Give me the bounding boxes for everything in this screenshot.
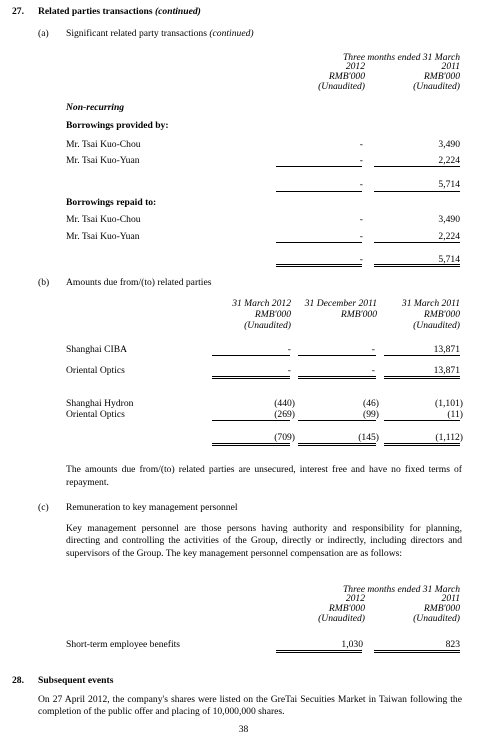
rule bbox=[374, 266, 460, 267]
value-mar-2011: (11) bbox=[447, 409, 463, 420]
value-mar-2011: 13,871 bbox=[433, 344, 460, 355]
row-label: Shanghai Hydron bbox=[66, 398, 134, 409]
column-header-mar-2011 bbox=[402, 298, 460, 331]
column-unit: RMB'000 bbox=[328, 71, 365, 82]
section28-paragraph: On 27 April 2012, the company's shares were listed on the GreTai Secuities Market in Taiwan following the completion of the public offer and placing of 10,000,000 shares. bbox=[38, 694, 462, 718]
section-heading bbox=[38, 6, 201, 17]
rule bbox=[212, 355, 290, 356]
rule bbox=[384, 445, 460, 446]
rule bbox=[276, 166, 362, 167]
part-b-note: The amounts due from/(to) related parties are unsecured, interest free and have no fixed terms of repayment. bbox=[66, 464, 462, 488]
row-label: Mr. Tsai Kuo-Yuan bbox=[66, 155, 140, 166]
value-dec-2011: (46) bbox=[363, 398, 379, 409]
part-c-label: (c) bbox=[38, 502, 49, 513]
column-header-2011 bbox=[413, 62, 460, 92]
rule bbox=[276, 266, 362, 267]
column-unit: RMB'000 bbox=[423, 603, 460, 614]
part-a-label: (a) bbox=[38, 28, 49, 39]
rule bbox=[384, 376, 460, 377]
row-label: Oriental Optics bbox=[66, 409, 125, 420]
column-year: 2012 bbox=[345, 593, 365, 604]
total-2012: - bbox=[359, 179, 363, 190]
value-mar-2011: (1,101) bbox=[435, 398, 463, 409]
value-2011: 3,490 bbox=[438, 214, 460, 225]
value-2012: - bbox=[359, 139, 363, 150]
value-2011: 2,224 bbox=[438, 231, 460, 242]
rule bbox=[374, 191, 460, 192]
column-status: (Unaudited) bbox=[244, 320, 291, 331]
column-unit: RMB'000 bbox=[254, 309, 291, 320]
rule bbox=[298, 445, 376, 446]
column-header-dec-2011 bbox=[305, 298, 377, 320]
value-2011: 823 bbox=[445, 639, 460, 650]
value-mar-2011: 13,871 bbox=[433, 365, 460, 376]
part-b-label: (b) bbox=[38, 277, 50, 288]
rule bbox=[298, 420, 376, 421]
section-number: 27. bbox=[12, 6, 24, 17]
part-a-title: Significant related party transactions bbox=[66, 28, 207, 39]
value-2012: - bbox=[359, 214, 363, 225]
rule bbox=[374, 652, 460, 653]
provided-by-title: Borrowings provided by: bbox=[66, 120, 169, 131]
section-number: 28. bbox=[12, 675, 24, 686]
column-year: 2012 bbox=[345, 61, 365, 72]
rule bbox=[212, 443, 290, 444]
total-mar-2011: (1,112) bbox=[435, 432, 463, 443]
rule bbox=[384, 420, 460, 421]
page-number: 38 bbox=[238, 724, 249, 735]
section-title: Related parties transactions bbox=[38, 6, 153, 17]
column-header-2012 bbox=[318, 594, 365, 624]
value-dec-2011: - bbox=[371, 344, 375, 355]
value-mar-2012: - bbox=[287, 365, 291, 376]
rule bbox=[276, 242, 362, 243]
rule bbox=[374, 242, 460, 243]
rule bbox=[374, 166, 460, 167]
section-title: Subsequent events bbox=[38, 675, 114, 686]
value-dec-2011: - bbox=[371, 365, 375, 376]
rule bbox=[212, 376, 290, 377]
row-label: Mr. Tsai Kuo-Yuan bbox=[66, 231, 140, 242]
part-a-title-suffix: (continued) bbox=[209, 28, 254, 39]
column-unit: RMB'000 bbox=[423, 71, 460, 82]
rule bbox=[384, 355, 460, 356]
part-c-paragraph: Key management personnel are those persons having authority and responsibility for planning, directing and controlling the activities of the Group, directly or indirectly, including directors and supervisors of the Group. The key management personnel compensation are as follows: bbox=[66, 523, 462, 559]
total-2012: - bbox=[359, 254, 363, 265]
column-date: 31 March 2012 bbox=[232, 298, 291, 309]
row-label: Mr. Tsai Kuo-Chou bbox=[66, 214, 141, 225]
rule bbox=[212, 445, 290, 446]
rule bbox=[298, 443, 376, 444]
rule bbox=[276, 191, 362, 192]
value-mar-2012: - bbox=[287, 344, 291, 355]
row-label: Shanghai CIBA bbox=[66, 344, 128, 355]
period-header: Three months ended 31 March bbox=[342, 584, 460, 595]
column-status: (Unaudited) bbox=[318, 81, 365, 92]
column-unit: RMB'000 bbox=[328, 603, 365, 614]
rule bbox=[212, 420, 290, 421]
period-header: Three months ended 31 March bbox=[342, 52, 460, 63]
column-status: (Unaudited) bbox=[413, 81, 460, 92]
row-label: Oriental Optics bbox=[66, 365, 125, 376]
row-label: Short-term employee benefits bbox=[66, 639, 181, 650]
value-mar-2012: (440) bbox=[274, 398, 295, 409]
value-mar-2012: (269) bbox=[274, 409, 295, 420]
rule bbox=[374, 264, 460, 265]
repaid-to-title: Borrowings repaid to: bbox=[66, 197, 157, 208]
column-unit: RMB'000 bbox=[340, 309, 377, 320]
rule bbox=[384, 378, 460, 379]
value-dec-2011: (99) bbox=[363, 409, 379, 420]
total-2011: 5,714 bbox=[438, 179, 460, 190]
value-2012: - bbox=[359, 231, 363, 242]
part-b-title: Amounts due from/(to) related parties bbox=[66, 277, 212, 288]
column-status: (Unaudited) bbox=[318, 613, 365, 624]
rule bbox=[298, 376, 376, 377]
rule bbox=[212, 378, 290, 379]
rule bbox=[276, 264, 362, 265]
section-title-suffix: (continued) bbox=[154, 6, 201, 17]
column-year: 2011 bbox=[441, 593, 460, 604]
column-status: (Unaudited) bbox=[413, 320, 460, 331]
column-status: (Unaudited) bbox=[413, 613, 460, 624]
rule bbox=[276, 652, 362, 653]
rule bbox=[298, 378, 376, 379]
column-date: 31 March 2011 bbox=[401, 298, 460, 309]
rule bbox=[384, 443, 460, 444]
non-recurring-label: Non-recurring bbox=[66, 102, 125, 113]
row-label: Mr. Tsai Kuo-Chou bbox=[66, 139, 141, 150]
total-dec-2011: (145) bbox=[358, 432, 379, 443]
rule bbox=[276, 650, 362, 651]
total-2011: 5,714 bbox=[438, 254, 460, 265]
value-2011: 2,224 bbox=[438, 155, 460, 166]
column-header-2011 bbox=[413, 594, 460, 624]
part-a-heading bbox=[66, 28, 254, 39]
total-mar-2012: (709) bbox=[274, 432, 295, 443]
value-2012: 1,030 bbox=[341, 639, 363, 650]
part-c-title: Remuneration to key management personnel bbox=[66, 502, 238, 513]
column-unit: RMB'000 bbox=[423, 309, 460, 320]
column-year: 2011 bbox=[441, 61, 460, 72]
column-date: 31 December 2011 bbox=[304, 298, 377, 309]
rule bbox=[374, 650, 460, 651]
value-2011: 3,490 bbox=[438, 139, 460, 150]
column-header-mar-2012 bbox=[232, 298, 291, 331]
value-2012: - bbox=[359, 155, 363, 166]
rule bbox=[298, 355, 376, 356]
column-header-2012 bbox=[318, 62, 365, 92]
